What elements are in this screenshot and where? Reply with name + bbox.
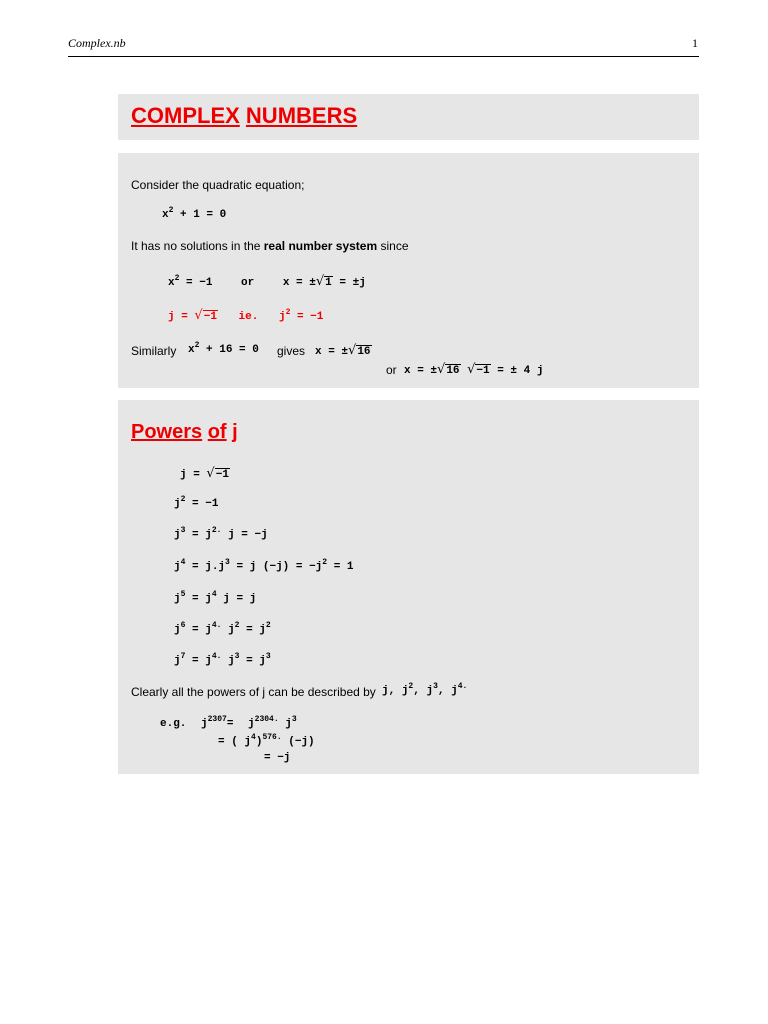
power-j3: $j^3 = j^{2.}$ j = −j [174, 526, 268, 541]
power-j6: $j^6 = j^{4.}$ $j^2 = j^2$ [174, 621, 271, 636]
text-clearly: Clearly all the powers of j can be described by [131, 685, 376, 699]
text-similarly: Similarly [131, 344, 177, 358]
intro-cell[interactable] [118, 153, 699, 388]
power-j1: j = √−1 [180, 466, 229, 481]
header-page-number: 1 [692, 36, 698, 50]
title-word-complex: COMPLEX [131, 103, 240, 128]
title-word-numbers: NUMBERS [245, 103, 358, 128]
example-line-2: = ( $j^4)^{576.}$ (−j) [218, 733, 315, 748]
powers-list: j, $j^2$, $j^3$, $j^{4.}$ [382, 682, 468, 697]
equation-j-definition: j = √−1 ie. $j^2 = -1$ [168, 308, 324, 323]
power-j2: $j^2 = -1$ [174, 495, 219, 510]
section-title-powers: Powers of j [131, 421, 238, 443]
text-consider: Consider the quadratic equation; [131, 178, 305, 192]
powers-cell[interactable] [118, 400, 699, 774]
equation-x2-minus-1: $x^2 = -1$ or x = ±√1 = ±j [168, 274, 366, 289]
example-line-3: = −j [264, 752, 291, 764]
power-j7: $j^7 = j^{4.}$ $j^3 = j^3$ [174, 652, 271, 667]
power-j4: $j^4 = j.j^3 = j$ $(-j) = -j^2 = 1$ [174, 558, 354, 573]
text-it-has: It has no solutions in the real number system since [131, 239, 409, 253]
equation-x2-plus-16: $x^2 + 16 = 0$ [188, 341, 259, 356]
text-or: or [386, 363, 397, 377]
equation-plus-minus-4j: x = ±√16 √−1 = ± 4 j [404, 362, 544, 377]
title-cell[interactable] [118, 94, 699, 140]
equation-x2-plus-1: $x^2 + 1 = 0$ [162, 206, 227, 221]
header-rule [68, 56, 699, 57]
header-filename: Complex.nb [68, 36, 126, 50]
power-j5: $j^5 = j^4$ j = j [174, 590, 257, 605]
equation-x-root16: x = ±√16 [315, 343, 371, 358]
text-gives: gives [277, 344, 306, 358]
example-line-1: e.g. $j^{2307}= j^{2304.}$ $j^3$ [160, 715, 297, 730]
page-title [131, 103, 357, 129]
